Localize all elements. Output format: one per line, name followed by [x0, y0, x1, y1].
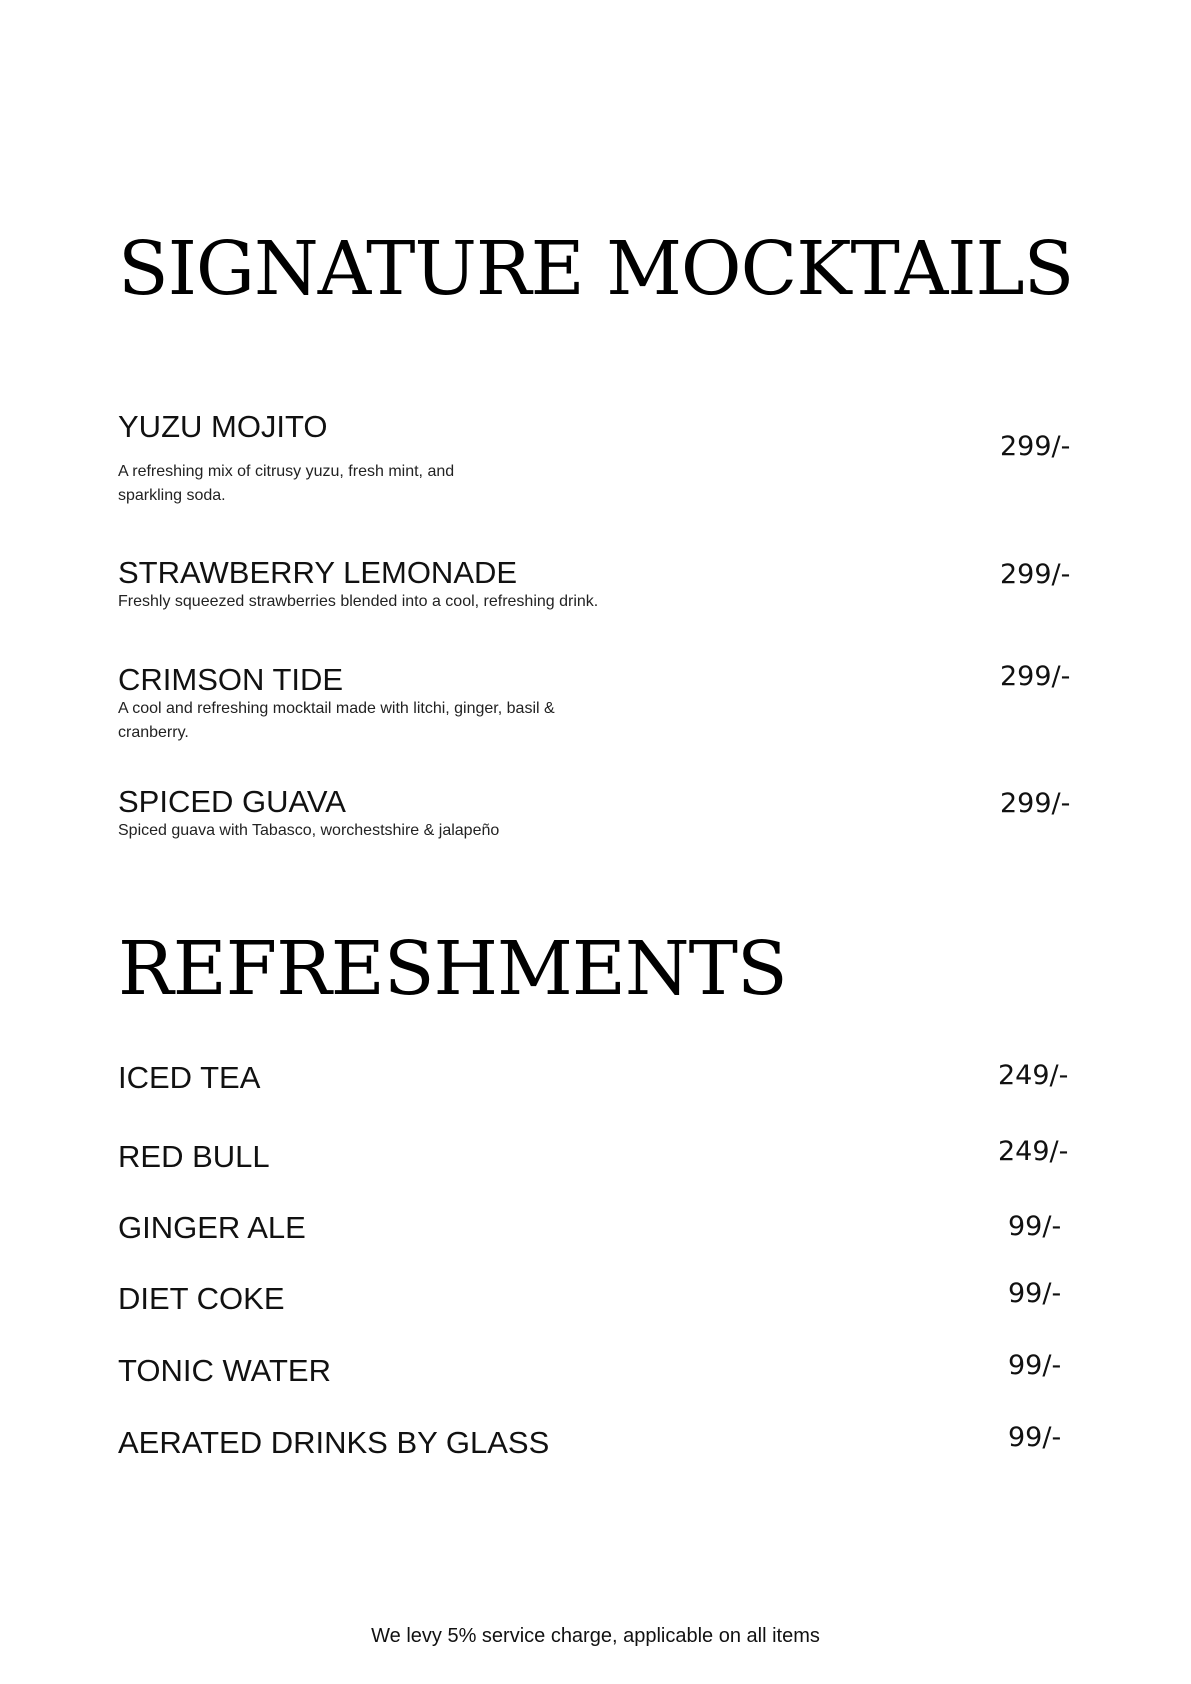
menu-item-aerated-drinks	[118, 1426, 1078, 1460]
menu-item-iced-tea	[118, 1061, 1078, 1095]
item-description: A refreshing mix of citrusy yuzu, fresh mint, and sparkling soda.	[118, 463, 455, 504]
item-name: ICED TEA	[118, 1060, 261, 1095]
menu-item-strawberry-lemonade	[118, 556, 1078, 614]
service-charge-note: We levy 5% service charge, applicable on all items	[371, 1625, 820, 1647]
item-name: DIET COKE	[118, 1281, 285, 1316]
item-name: YUZU MOJITO	[118, 409, 328, 444]
item-description: A cool and refreshing mocktail made with litchi, ginger, basil & cranberry.	[118, 700, 555, 741]
item-price: 299/-	[1000, 431, 1071, 462]
item-price: 299/-	[1000, 559, 1071, 590]
menu-item-red-bull	[118, 1140, 1078, 1174]
item-price: 99/-	[1008, 1350, 1062, 1381]
menu-item-crimson-tide	[118, 663, 1078, 745]
item-price: 249/-	[998, 1060, 1069, 1091]
item-price: 99/-	[1008, 1211, 1062, 1242]
item-description: Spiced guava with Tabasco, worchestshire & jalapeño	[118, 822, 500, 839]
item-price: 249/-	[998, 1136, 1069, 1167]
item-name: AERATED DRINKS BY GLASS	[118, 1425, 550, 1460]
item-price: 99/-	[1008, 1422, 1062, 1453]
menu-item-spiced-guava	[118, 785, 1078, 843]
item-price: 299/-	[1000, 788, 1071, 819]
section-title-signature-mocktails: SIGNATURE MOCKTAILS	[118, 226, 1074, 312]
item-name: RED BULL	[118, 1139, 270, 1174]
item-price: 299/-	[1000, 661, 1071, 692]
menu-item-ginger-ale	[118, 1211, 1078, 1245]
menu-item-yuzu-mojito	[118, 410, 1078, 508]
item-name: STRAWBERRY LEMONADE	[118, 555, 518, 590]
menu-item-tonic-water	[118, 1354, 1078, 1388]
item-name: SPICED GUAVA	[118, 784, 346, 819]
item-name: TONIC WATER	[118, 1353, 331, 1388]
menu-item-diet-coke	[118, 1282, 1078, 1316]
item-name: GINGER ALE	[118, 1210, 306, 1245]
item-description: Freshly squeezed strawberries blended into a cool, refreshing drink.	[118, 593, 599, 610]
item-name: CRIMSON TIDE	[118, 662, 344, 697]
section-title-refreshments: REFRESHMENTS	[118, 926, 787, 1012]
item-price: 99/-	[1008, 1278, 1062, 1309]
